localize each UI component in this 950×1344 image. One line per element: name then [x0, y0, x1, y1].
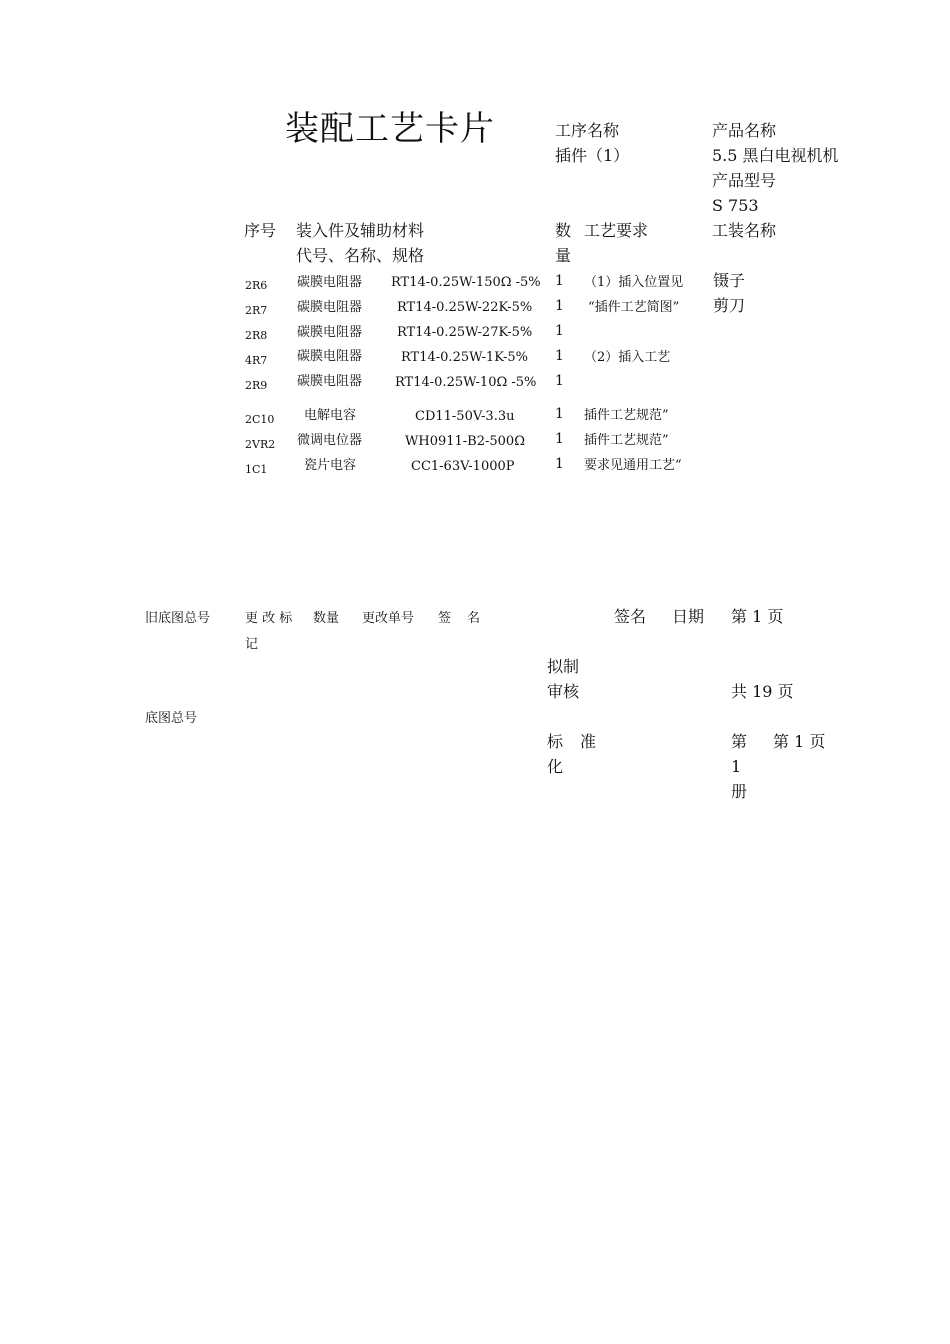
row-name: 微调电位器	[297, 433, 363, 448]
row-spec: CD11-50V-3.3u	[415, 409, 515, 424]
header-seq: 序号	[244, 221, 277, 240]
old-base-total-label: 旧底图总号	[145, 611, 211, 626]
header-tooling: 工装名称	[712, 221, 777, 240]
row-spec: RT14-0.25W-10Ω -5%	[395, 375, 537, 390]
row-qty: 1	[555, 323, 564, 339]
product-name-label: 产品名称	[712, 121, 777, 140]
row-name: 碳膜电阻器	[297, 300, 363, 315]
row-code: 2R7	[245, 304, 268, 317]
row-requirement: 插件工艺规范”	[584, 433, 669, 448]
row-tool: 剪刀	[713, 296, 746, 315]
row-spec: RT14-0.25W-1K-5%	[401, 350, 528, 365]
change-mark-label-line2: 记	[245, 637, 259, 652]
header-materials-line1: 装入件及辅助材料	[296, 221, 425, 240]
row-qty: 1	[555, 298, 564, 314]
row-requirement: 要求见通用工艺“	[584, 458, 682, 473]
process-name-label: 工序名称	[555, 121, 620, 140]
sign-label: 签	[438, 611, 452, 626]
row-spec: RT14-0.25W-150Ω -5%	[391, 275, 541, 290]
change-mark-label: 更 改 标	[245, 611, 293, 626]
row-name: 瓷片电容	[304, 458, 357, 473]
change-doc-no-label: 更改单号	[362, 611, 415, 626]
row-name: 碳膜电阻器	[297, 275, 363, 290]
date-label: 日期	[672, 607, 705, 626]
header-qty-line1: 数	[555, 221, 572, 240]
row-name: 碳膜电阻器	[297, 349, 363, 364]
row-code: 2R6	[245, 279, 268, 292]
row-tool: 镊子	[713, 271, 746, 290]
row-code: 1C1	[245, 463, 268, 476]
row-name: 碳膜电阻器	[297, 325, 363, 340]
card-title: 装配工艺卡片	[285, 109, 495, 149]
row-qty: 1	[555, 373, 564, 389]
row-code: 2R9	[245, 379, 268, 392]
row-code: 2R8	[245, 329, 268, 342]
row-requirement: “插件工艺简图”	[588, 300, 680, 315]
row-name: 电解电容	[304, 408, 357, 423]
row-code: 2C10	[245, 413, 275, 426]
header-materials-line2: 代号、名称、规格	[296, 246, 425, 265]
volume-label: 第	[731, 732, 748, 751]
row-qty: 1	[555, 456, 564, 472]
reviewed-label: 审核	[547, 682, 580, 701]
signature-label: 签名	[614, 607, 647, 626]
row-requirement: 插件工艺规范”	[584, 408, 669, 423]
row-qty: 1	[555, 431, 564, 447]
name-label: 名	[467, 611, 481, 626]
row-requirement: （1）插入位置见	[584, 275, 684, 290]
product-name-value: 5.5 黑白电视机机	[712, 146, 839, 165]
product-model-label: 产品型号	[712, 171, 777, 190]
product-model-value: S 753	[712, 196, 759, 215]
row-qty: 1	[555, 273, 564, 289]
base-total-label: 底图总号	[145, 711, 198, 726]
row-spec: CC1-63V-1000P	[411, 459, 515, 474]
header-requirements: 工艺要求	[584, 221, 649, 240]
total-pages: 共 19 页	[731, 682, 794, 701]
process-name-value: 插件（1）	[555, 146, 630, 165]
standardization-label: 标	[547, 732, 564, 751]
row-spec: RT14-0.25W-27K-5%	[397, 325, 533, 340]
standardization-label-b: 准	[580, 732, 597, 751]
volume-number: 1	[731, 757, 742, 776]
drafted-label: 拟制	[547, 657, 580, 676]
header-qty-line2: 量	[555, 246, 572, 265]
quantity-label: 数量	[313, 611, 340, 626]
row-qty: 1	[555, 406, 564, 422]
page-number: 第 1 页	[731, 607, 784, 626]
standardization-label-line2: 化	[547, 757, 564, 776]
volume-page: 第 1 页	[773, 732, 826, 751]
row-qty: 1	[555, 348, 564, 364]
volume-unit: 册	[731, 782, 748, 801]
row-requirement: （2）插入工艺	[584, 350, 671, 365]
row-code: 2VR2	[245, 438, 276, 451]
row-code: 4R7	[245, 354, 268, 367]
row-spec: RT14-0.25W-22K-5%	[397, 300, 533, 315]
row-name: 碳膜电阻器	[297, 374, 363, 389]
row-spec: WH0911-B2-500Ω	[405, 434, 525, 449]
